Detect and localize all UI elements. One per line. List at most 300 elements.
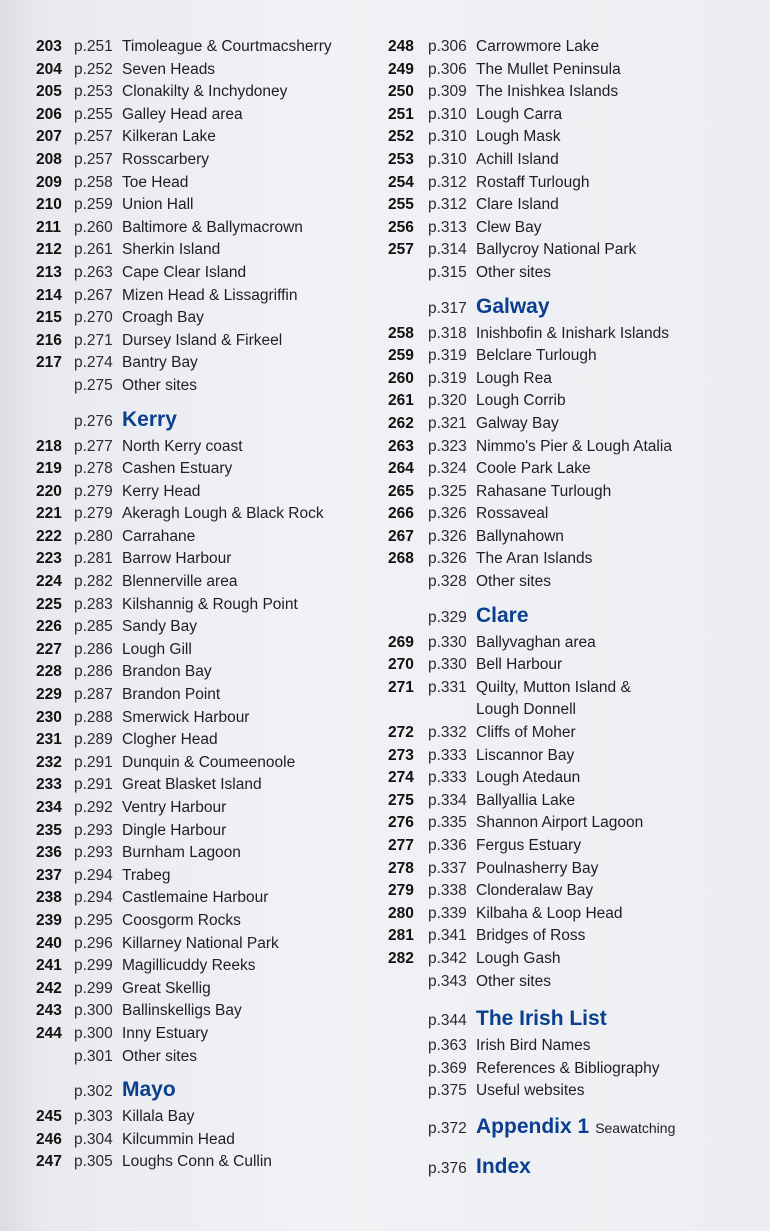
site-number: 257 <box>388 241 414 259</box>
toc-entry <box>388 767 758 790</box>
page-ref: p.300 <box>74 1002 113 1020</box>
site-number: 240 <box>36 934 62 952</box>
site-name: Kilkeran Lake <box>122 128 216 146</box>
toc-entry <box>36 307 376 330</box>
right-column <box>388 36 758 1183</box>
site-number: 265 <box>388 482 414 500</box>
site-name: Other sites <box>122 376 197 394</box>
site-number: 237 <box>36 866 62 884</box>
toc-entry <box>36 707 376 730</box>
section-page: p.302 <box>74 1083 113 1101</box>
site-number: 258 <box>388 324 414 342</box>
page-ref: p.286 <box>74 663 113 681</box>
page-ref: p.314 <box>428 241 467 259</box>
site-number: 228 <box>36 663 62 681</box>
section-page: p.329 <box>428 608 467 626</box>
site-name: Lough Corrib <box>476 392 566 410</box>
toc-entry <box>388 722 758 745</box>
site-name: Clew Bay <box>476 218 542 236</box>
site-name: Other sites <box>476 573 551 591</box>
toc-entry <box>36 481 376 504</box>
page-ref: p.375 <box>428 1082 467 1100</box>
site-name: Other sites <box>122 1047 197 1065</box>
site-number: 247 <box>36 1153 62 1171</box>
site-name: Kerry Head <box>122 482 201 500</box>
section-page: p.376 <box>428 1159 467 1177</box>
section-title: Index <box>476 1154 531 1178</box>
site-number: 261 <box>388 392 414 410</box>
page-ref: p.288 <box>74 708 113 726</box>
toc-entry <box>388 390 758 413</box>
toc-entry <box>388 745 758 768</box>
page-ref: p.293 <box>74 821 113 839</box>
page-ref: p.259 <box>74 196 113 214</box>
site-number: 273 <box>388 746 414 764</box>
toc-entry <box>388 835 758 858</box>
site-name: Sherkin Island <box>122 241 221 259</box>
page-ref: p.283 <box>74 595 113 613</box>
toc-entry <box>36 616 376 639</box>
site-number: 204 <box>36 60 62 78</box>
site-name: Lough Mask <box>476 128 561 146</box>
site-number: 217 <box>36 354 62 372</box>
site-number: 272 <box>388 724 414 742</box>
site-name: Rostaff Turlough <box>476 173 590 191</box>
page-ref: p.287 <box>74 686 113 704</box>
mayo-entries-right <box>388 36 758 285</box>
site-name: Great Blasket Island <box>122 776 262 794</box>
site-name: Ventry Harbour <box>122 799 227 816</box>
toc-entry <box>388 172 758 195</box>
page-ref: p.341 <box>428 927 467 945</box>
page-ref: p.306 <box>428 38 467 55</box>
toc-entry <box>36 842 376 865</box>
page-ref: p.330 <box>428 656 467 674</box>
site-name: Barrow Harbour <box>122 550 232 568</box>
section-appendix <box>388 1115 758 1143</box>
page-ref: p.310 <box>428 150 467 168</box>
site-name: Rahasane Turlough <box>476 482 612 500</box>
toc-entry <box>388 104 758 127</box>
toc-entry <box>36 239 376 262</box>
site-name: Bridges of Ross <box>476 927 586 945</box>
site-name: Great Skellig <box>122 979 211 997</box>
site-number: 278 <box>388 859 414 877</box>
page-ref: p.277 <box>74 437 113 455</box>
site-number: 216 <box>36 331 62 349</box>
site-name: Kilcummin Head <box>122 1130 235 1148</box>
toc-entry <box>388 1058 758 1081</box>
site-number: 220 <box>36 482 62 500</box>
site-name: Inny Estuary <box>122 1024 209 1042</box>
toc-entry <box>36 458 376 481</box>
site-name: Shannon Airport Lagoon <box>476 814 644 832</box>
site-name: Union Hall <box>122 196 194 214</box>
toc-entry <box>36 797 376 820</box>
irish-list-entries <box>388 1035 758 1103</box>
toc-entry <box>388 262 758 285</box>
toc-entry <box>388 654 758 677</box>
page-ref: p.279 <box>74 482 113 500</box>
site-number: 264 <box>388 460 414 478</box>
site-name: Cliffs of Moher <box>476 724 576 742</box>
page-ref: p.296 <box>74 934 113 952</box>
site-number: 254 <box>388 173 414 191</box>
toc-entry <box>388 36 758 59</box>
section-galway <box>388 295 758 323</box>
site-number: 230 <box>36 708 62 726</box>
toc-entry <box>388 1035 758 1058</box>
site-number: 244 <box>36 1024 62 1042</box>
site-number: 214 <box>36 286 62 304</box>
site-number: 222 <box>36 527 62 545</box>
site-name: Carrowmore Lake <box>476 38 600 55</box>
site-number: 241 <box>36 957 62 975</box>
site-number: 281 <box>388 927 414 945</box>
toc-entry <box>388 345 758 368</box>
site-number: 249 <box>388 60 414 78</box>
toc-entry <box>36 684 376 707</box>
page-ref: p.309 <box>428 83 467 101</box>
site-name: Lough Rea <box>476 369 552 387</box>
site-number: 239 <box>36 911 62 929</box>
page-ref: p.335 <box>428 814 467 832</box>
page-ref: p.337 <box>428 859 467 877</box>
site-number: 271 <box>388 678 414 696</box>
site-number: 256 <box>388 218 414 236</box>
site-name: The Inishkea Islands <box>476 83 619 101</box>
site-number: 203 <box>36 38 62 55</box>
site-number: 224 <box>36 573 62 591</box>
toc-entry <box>36 330 376 353</box>
site-name: Akeragh Lough & Black Rock <box>122 505 324 523</box>
page-ref: p.299 <box>74 957 113 975</box>
page-ref: p.279 <box>74 505 113 523</box>
page-ref: p.261 <box>74 241 113 259</box>
page-ref: p.312 <box>428 196 467 214</box>
page-ref: p.334 <box>428 791 467 809</box>
site-number: 207 <box>36 128 62 146</box>
site-name: Lough Gash <box>476 949 561 967</box>
site-number: 205 <box>36 83 62 101</box>
site-number: 218 <box>36 437 62 455</box>
page-ref: p.369 <box>428 1059 467 1077</box>
page-ref: p.267 <box>74 286 113 304</box>
galway-entries <box>388 323 758 594</box>
page-ref: p.274 <box>74 354 113 372</box>
section-title: Galway <box>476 294 550 318</box>
page-ref: p.318 <box>428 324 467 342</box>
site-number: 210 <box>36 196 62 214</box>
site-number: 223 <box>36 550 62 568</box>
page-ref: p.304 <box>74 1130 113 1148</box>
page-ref: p.301 <box>74 1047 113 1065</box>
toc-entry <box>36 1000 376 1023</box>
page-ref: p.281 <box>74 550 113 568</box>
toc-entry <box>388 126 758 149</box>
page-ref: p.289 <box>74 731 113 749</box>
site-number: 267 <box>388 527 414 545</box>
page-ref: p.255 <box>74 105 113 123</box>
page-ref: p.299 <box>74 979 113 997</box>
page-ref: p.252 <box>74 60 113 78</box>
toc-entry <box>388 413 758 436</box>
clare-entries <box>388 632 758 994</box>
site-name: Mizen Head & Lissagriffin <box>122 286 298 304</box>
mayo-entries-left <box>36 1106 376 1174</box>
toc-entry <box>388 323 758 346</box>
site-number: 234 <box>36 799 62 816</box>
site-name: Lough Donnell <box>476 701 576 719</box>
page-ref: p.319 <box>428 369 467 387</box>
page-ref: p.294 <box>74 889 113 907</box>
appendix-note: Seawatching <box>595 1119 676 1136</box>
page-ref: p.282 <box>74 573 113 591</box>
site-name: Bantry Bay <box>122 354 198 372</box>
section-page: p.317 <box>428 299 467 317</box>
toc-entry <box>36 262 376 285</box>
toc-entry <box>388 81 758 104</box>
site-name: Other sites <box>476 263 551 281</box>
page-ref: p.280 <box>74 527 113 545</box>
page-ref: p.333 <box>428 746 467 764</box>
site-name: Achill Island <box>476 150 559 168</box>
section-kerry <box>36 408 376 436</box>
site-name: The Mullet Peninsula <box>476 60 621 78</box>
toc-entry <box>388 436 758 459</box>
site-number: 215 <box>36 309 62 327</box>
toc-entry <box>36 1151 376 1174</box>
page-ref: p.260 <box>74 218 113 236</box>
page-ref: p.325 <box>428 482 467 500</box>
toc-entry <box>388 571 758 594</box>
page-ref: p.336 <box>428 837 467 854</box>
site-name: Lough Gill <box>122 640 192 658</box>
site-name: Trabeg <box>122 866 171 884</box>
toc-entry <box>388 699 758 722</box>
site-name: Toe Head <box>122 173 189 191</box>
site-number: 262 <box>388 414 414 432</box>
toc-entry <box>36 955 376 978</box>
page-ref: p.306 <box>428 60 467 78</box>
kerry-entries <box>36 436 376 1069</box>
site-name: Smerwick Harbour <box>122 708 250 726</box>
toc-entry <box>36 104 376 127</box>
site-name: Lough Carra <box>476 105 563 123</box>
site-name: Kilshannig & Rough Point <box>122 595 298 613</box>
site-name: Carrahane <box>122 527 196 545</box>
page-ref: p.320 <box>428 392 467 410</box>
site-name: Ballinskelligs Bay <box>122 1002 242 1020</box>
page-ref: p.321 <box>428 414 467 432</box>
site-name: Fergus Estuary <box>476 837 582 854</box>
section-title: Appendix 1 <box>476 1114 590 1138</box>
page-ref: p.312 <box>428 173 467 191</box>
toc-entry <box>36 1106 376 1129</box>
toc-entry <box>36 887 376 910</box>
page-ref: p.291 <box>74 753 113 771</box>
toc-entry <box>36 285 376 308</box>
site-number: 274 <box>388 769 414 787</box>
site-name: Bell Harbour <box>476 656 563 674</box>
site-name: Dingle Harbour <box>122 821 227 839</box>
toc-entry <box>36 978 376 1001</box>
section-page: p.276 <box>74 412 113 430</box>
site-number: 266 <box>388 505 414 523</box>
site-name: Baltimore & Ballymacrown <box>122 218 303 236</box>
site-name: Brandon Bay <box>122 663 212 681</box>
toc-entry <box>36 933 376 956</box>
page-ref: p.323 <box>428 437 467 455</box>
site-name: Blennerville area <box>122 573 238 591</box>
section-page: p.344 <box>428 1012 467 1030</box>
page-ref: p.363 <box>428 1037 467 1055</box>
toc-entry <box>388 526 758 549</box>
page-ref: p.270 <box>74 309 113 327</box>
toc-entry <box>388 481 758 504</box>
toc-entry <box>36 594 376 617</box>
page-ref: p.305 <box>74 1153 113 1171</box>
toc-entry <box>36 661 376 684</box>
site-number: 252 <box>388 128 414 146</box>
site-name: Sandy Bay <box>122 618 197 636</box>
page-ref: p.338 <box>428 882 467 900</box>
site-name: Nimmo's Pier & Lough Atalia <box>476 437 672 455</box>
site-number: 238 <box>36 889 62 907</box>
site-name: Timoleague & Courtmacsherry <box>122 38 332 55</box>
toc-entry <box>36 910 376 933</box>
page-ref: p.310 <box>428 128 467 146</box>
page-ref: p.257 <box>74 150 113 168</box>
toc-entry <box>388 458 758 481</box>
site-number: 275 <box>388 791 414 809</box>
site-number: 277 <box>388 837 414 854</box>
page-ref: p.258 <box>74 173 113 191</box>
site-name: Coole Park Lake <box>476 460 591 478</box>
site-name: Clogher Head <box>122 731 218 749</box>
toc-entry <box>36 752 376 775</box>
page-ref: p.310 <box>428 105 467 123</box>
toc-entry <box>388 59 758 82</box>
site-name: Cashen Estuary <box>122 460 233 478</box>
left-column <box>36 36 376 1174</box>
page-ref: p.342 <box>428 949 467 967</box>
site-name: Ballyvaghan area <box>476 633 596 651</box>
site-name: Other sites <box>476 972 551 990</box>
site-number: 269 <box>388 633 414 651</box>
site-name: Loughs Conn & Cullin <box>122 1153 272 1171</box>
toc-entry <box>36 1046 376 1069</box>
page-ref: p.285 <box>74 618 113 636</box>
site-name: Coosgorm Rocks <box>122 911 241 929</box>
toc-entry <box>36 729 376 752</box>
site-name: Killala Bay <box>122 1108 195 1126</box>
toc-entry <box>388 632 758 655</box>
site-name: Lough Atedaun <box>476 769 581 787</box>
toc-entry <box>36 548 376 571</box>
page-ref: p.332 <box>428 724 467 742</box>
page-ref: p.319 <box>428 347 467 365</box>
page-ref: p.263 <box>74 263 113 281</box>
site-number: 233 <box>36 776 62 794</box>
site-name: Rosscarbery <box>122 150 209 168</box>
toc-entry <box>36 149 376 172</box>
site-number: 246 <box>36 1130 62 1148</box>
site-number: 282 <box>388 949 414 967</box>
site-number: 211 <box>36 218 62 236</box>
page-ref: p.313 <box>428 218 467 236</box>
toc-entry <box>388 903 758 926</box>
site-name: Useful websites <box>476 1082 585 1100</box>
site-name: Clare Island <box>476 196 559 214</box>
site-number: 206 <box>36 105 62 123</box>
site-number: 208 <box>36 150 62 168</box>
page-ref: p.275 <box>74 376 113 394</box>
site-name: References & Bibliography <box>476 1059 660 1077</box>
toc-entry <box>36 526 376 549</box>
page-ref: p.292 <box>74 799 113 816</box>
page-ref: p.295 <box>74 911 113 929</box>
site-number: 209 <box>36 173 62 191</box>
site-number: 229 <box>36 686 62 704</box>
site-number: 260 <box>388 369 414 387</box>
toc-entry <box>388 812 758 835</box>
page-ref: p.253 <box>74 83 113 101</box>
site-name: Inishbofin & Inishark Islands <box>476 324 669 342</box>
site-name: Dursey Island & Firkeel <box>122 331 283 349</box>
toc-entry <box>36 375 376 398</box>
site-number: 253 <box>388 150 414 168</box>
site-number: 235 <box>36 821 62 839</box>
site-name: Ballycroy National Park <box>476 241 637 259</box>
site-name: Cape Clear Island <box>122 263 247 281</box>
page-ref: p.286 <box>74 640 113 658</box>
site-name: North Kerry coast <box>122 437 243 455</box>
section-title: Kerry <box>122 407 177 431</box>
toc-entry <box>388 677 758 700</box>
section-page: p.372 <box>428 1119 467 1137</box>
site-number: 270 <box>388 656 414 674</box>
site-number: 236 <box>36 844 62 862</box>
toc-entry <box>36 865 376 888</box>
section-title: Clare <box>476 603 529 627</box>
site-name: Croagh Bay <box>122 309 204 327</box>
site-name: Belclare Turlough <box>476 347 597 365</box>
page-ref: p.328 <box>428 573 467 591</box>
site-number: 242 <box>36 979 62 997</box>
toc-entry <box>36 639 376 662</box>
toc-entry <box>36 217 376 240</box>
cork-entries <box>36 36 376 398</box>
site-number: 213 <box>36 263 62 281</box>
site-number: 225 <box>36 595 62 613</box>
site-number: 280 <box>388 904 414 922</box>
toc-entry <box>388 239 758 262</box>
site-number: 248 <box>388 38 414 55</box>
page-ref: p.326 <box>428 527 467 545</box>
toc-entry <box>36 126 376 149</box>
toc-entry <box>36 436 376 459</box>
toc-entry <box>388 217 758 240</box>
toc-entry <box>36 774 376 797</box>
section-clare <box>388 604 758 632</box>
site-number: 232 <box>36 753 62 771</box>
site-number: 263 <box>388 437 414 455</box>
site-name: Seven Heads <box>122 60 216 78</box>
toc-entry <box>388 194 758 217</box>
site-name: Clonakilty & Inchydoney <box>122 83 288 101</box>
toc-entry <box>388 368 758 391</box>
